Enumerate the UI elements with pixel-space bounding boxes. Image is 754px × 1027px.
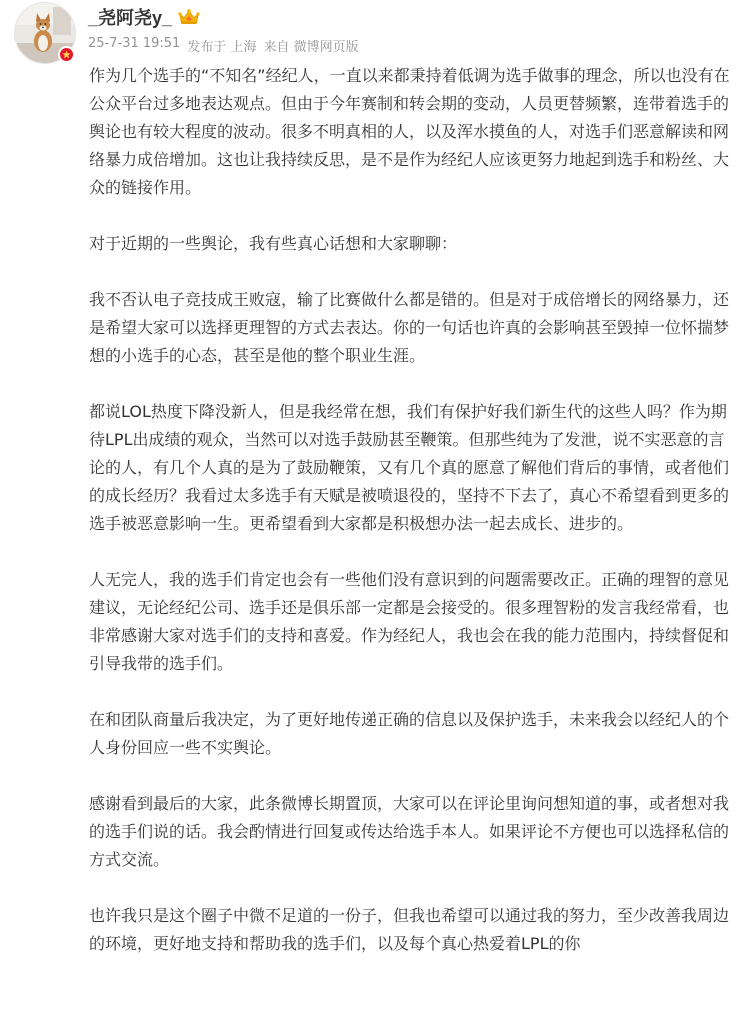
post-paragraph: 在和团队商量后我决定，为了更好地传递正确的信息以及保护选手，未来我会以经纪人的个人身份回应一些不实舆论。 bbox=[89, 710, 730, 757]
crown-icon bbox=[178, 8, 200, 26]
author-name-row bbox=[88, 5, 200, 29]
post-paragraph: 感谢看到最后的大家，此条微博长期置顶，大家可以在评论里询问想知道的事，或者想对我的选手们说的话。我会酌情进行回复或传达给选手本人。如果评论不方便也可以选择私信的方式交流。 bbox=[89, 794, 730, 869]
post-paragraph: 作为几个选手的“不知名”经纪人，一直以来都秉持着低调为选手做事的理念，所以也没有在公众平台过多地表达观点。但由于今年赛制和转会期的变动，人员更替频繁，连带着选手的舆论也有较大程度的波动。很多不明真相的人，以及浑水摸鱼的人，对选手们恶意解读和网络暴力成倍增加。这也让我持续反思，是不是作为经纪人应该更努力地起到选手和粉丝、大众的链接作用。 bbox=[89, 66, 730, 197]
post-timestamp[interactable]: 25-7-31 19:51 bbox=[88, 36, 181, 51]
author-name[interactable]: _尧阿尧y_ bbox=[88, 8, 173, 28]
post-header bbox=[0, 0, 754, 62]
post-paragraph: 人无完人，我的选手们肯定也会有一些他们没有意识到的问题需要改正。正确的理智的意见建议，无论经纪公司、选手还是俱乐部一定都是会接受的。很多理智粉的发言我经常看，也非常感谢大家对选手们的支持和喜爱。作为经纪人，我也会在我的能力范围内，持续督促和引导我带的选手们。 bbox=[89, 570, 730, 673]
post-paragraph: 也许我只是这个圈子中微不足道的一份子，但我也希望可以通过我的努力，至少改善我周边的环境，更好地支持和帮助我的选手们，以及每个真心热爱着LPL的你 bbox=[89, 906, 730, 953]
post-paragraph: 都说LOL热度下降没新人，但是我经常在想，我们有保护好我们新生代的这些人吗？作为期待LPL出成绩的观众，当然可以对选手鼓励甚至鞭策。但那些纯为了发泄，说不实恶意的言论的人，有几个人真的是为了鼓励鞭策，又有几个真的愿意了解他们背后的事情，或者他们的成长经历？我看过太多选手有天赋是被喷退役的，坚持不下去了，真心不希望看到更多的选手被恶意影响一生。更希望看到大家都是积极想办法一起去成长、进步的。 bbox=[89, 402, 730, 533]
post-paragraph: 我不否认电子竞技成王败寇，输了比赛做什么都是错的。但是对于成倍增长的网络暴力，还是希望大家可以选择更理智的方式去表达。你的一句话也许真的会影响甚至毁掉一位怀揣梦想的小选手的心态，甚至是他的整个职业生涯。 bbox=[89, 290, 730, 365]
bottom-fade bbox=[0, 1017, 754, 1027]
vip-badge-icon bbox=[58, 46, 75, 63]
post-paragraph: 对于近期的一些舆论，我有些真心话想和大家聊聊： bbox=[89, 234, 458, 253]
post-source: 来自 微博网页版 bbox=[263, 40, 359, 55]
post-meta bbox=[88, 36, 359, 55]
post-body bbox=[89, 62, 739, 958]
post-location: 发布于 上海 bbox=[187, 40, 257, 55]
